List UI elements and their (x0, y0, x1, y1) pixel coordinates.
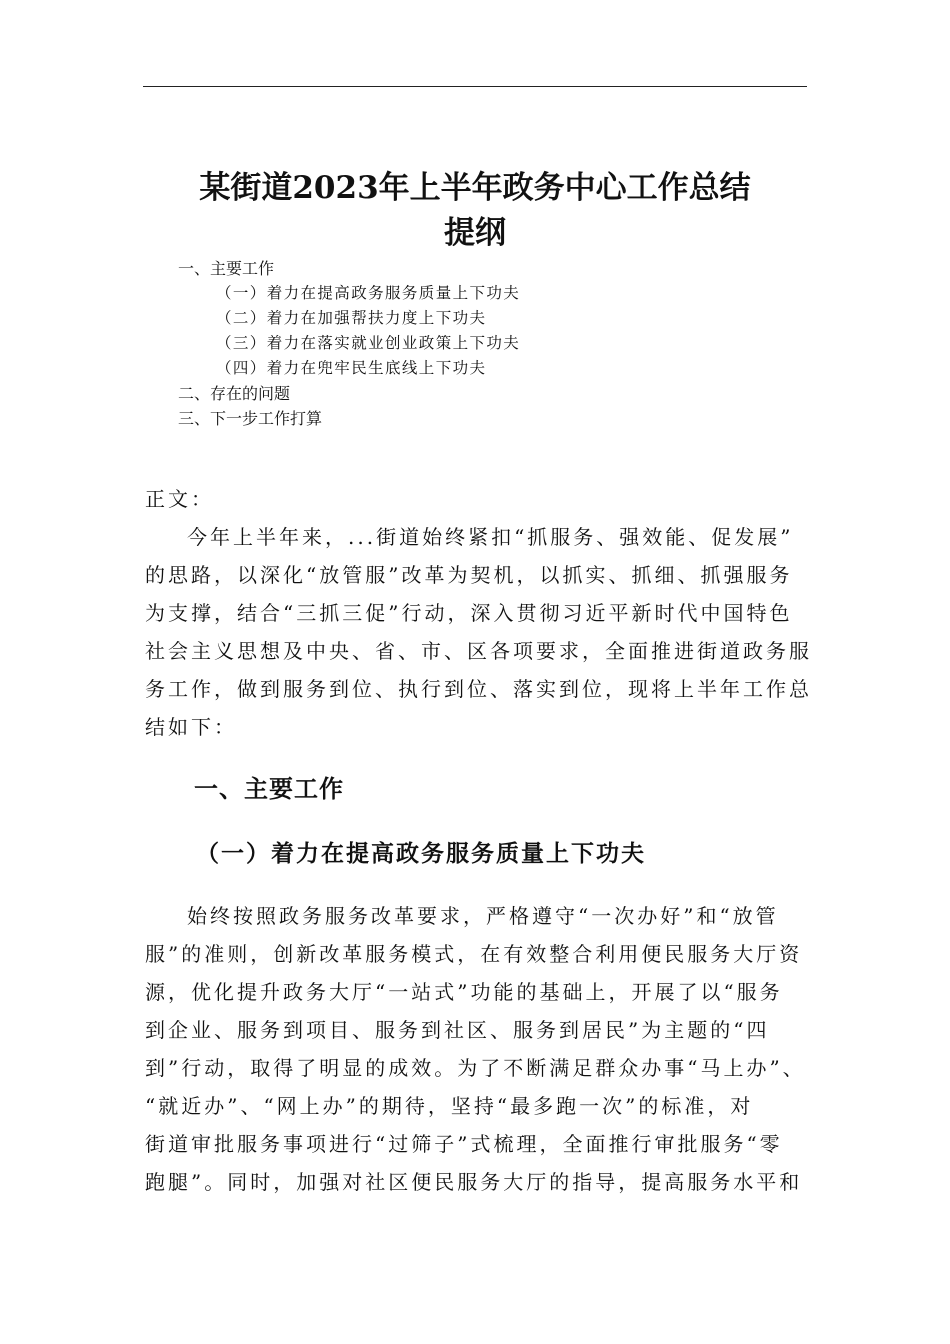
outline-item-problems: 二、存在的问题 (178, 384, 291, 403)
subsection-heading-service-quality: （一）着力在提高政务服务质量上下功夫 (196, 840, 646, 867)
service-quality-paragraph (145, 897, 813, 1201)
outline-list (178, 256, 778, 431)
paragraph-line: 源，优化提升政务大厅“一站式”功能的基础上，开展了以“服务 (145, 980, 783, 1004)
outline-subitem-assistance: （二）着力在加强帮扶力度上下功夫 (216, 309, 487, 327)
paragraph-line: 始终按照政务服务改革要求，严格遵守“一次办好”和“放管 (187, 904, 779, 928)
outline-subitem-employment-policy: （三）着力在落实就业创业政策上下功夫 (216, 334, 521, 352)
outline-item-main-work: 一、主要工作 (178, 259, 275, 278)
paragraph-line: 结如下： (145, 715, 237, 739)
paragraph-line: 社会主义思想及中央、省、市、区各项要求，全面推进街道政务服 (145, 639, 812, 663)
body-label: 正文： (145, 487, 214, 511)
intro-paragraph (145, 518, 813, 746)
paragraph-line: 服”的准则，创新改革服务模式，在有效整合利用便民服务大厅资 (145, 942, 803, 966)
paragraph-line: “就近办”、“网上办”的期待，坚持“最多跑一次”的标准，对 (145, 1094, 754, 1118)
outline-subitem-livelihood: （四）着力在兜牢民生底线上下功夫 (216, 359, 487, 377)
paragraph-line: 跑腿”。同时，加强对社区便民服务大厅的指导，提高服务水平和 (145, 1170, 803, 1194)
paragraph-line: 到”行动，取得了明显的成效。为了不断满足群众办事“马上办”、 (145, 1056, 806, 1080)
paragraph-line: 为支撑，结合“三抓三促”行动，深入贯彻习近平新时代中国特色 (145, 601, 793, 625)
paragraph-line: 务工作，做到服务到位、执行到位、落实到位，现将上半年工作总 (145, 677, 812, 701)
paragraph-line: 到企业、服务到项目、服务到社区、服务到居民”为主题的“四 (145, 1018, 770, 1042)
header-rule (143, 86, 807, 87)
document-title: 某街道2023年上半年政务中心工作总结 (199, 170, 751, 206)
outline-item-next-steps: 三、下一步工作打算 (178, 409, 323, 428)
outline-subitem-service-quality: （一）着力在提高政务服务质量上下功夫 (216, 284, 521, 302)
paragraph-line: 街道审批服务事项进行“过筛子”式梳理，全面推行审批服务“零 (145, 1132, 783, 1156)
document-title-continuation: 提纲 (444, 215, 506, 251)
paragraph-line: 今年上半年来，...街道始终紧扣“抓服务、强效能、促发展” (187, 525, 794, 549)
section-heading-main-work: 一、主要工作 (194, 775, 344, 803)
paragraph-line: 的思路，以深化“放管服”改革为契机，以抓实、抓细、抓强服务 (145, 563, 793, 587)
